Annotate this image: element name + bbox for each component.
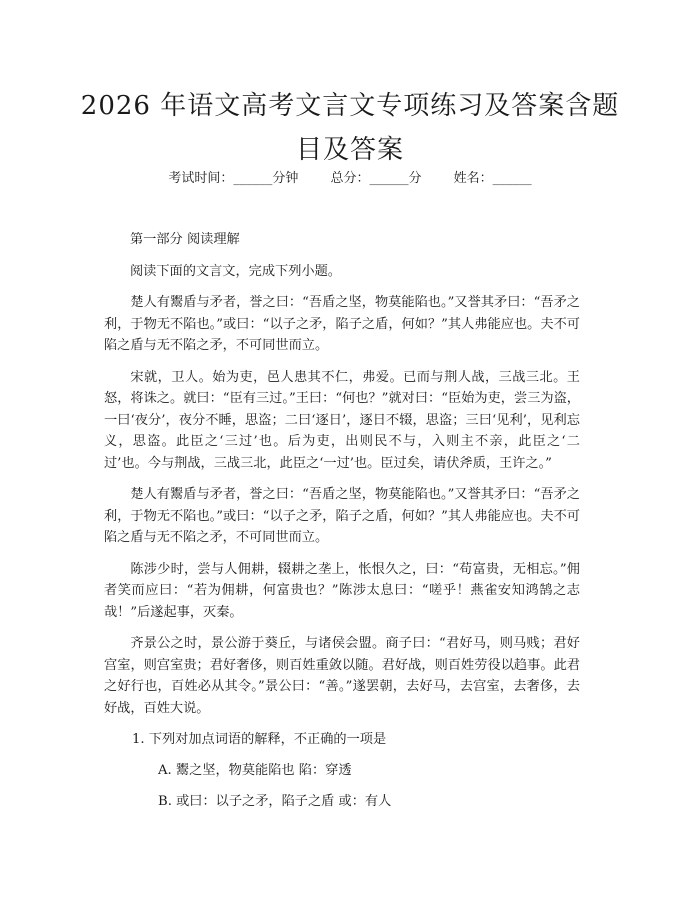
student-name: 姓名：______	[453, 171, 532, 186]
passage-5: 齐景公之时，景公游于葵丘，与诸侯会盟。商子曰：“君好马，则马贱；君好宫室，则宫室贵；君好奢侈，则百姓重敛以随。君好战，则百姓劳役以趋事。此君之好行也，百姓必从其令。”景公曰：“善。”遂罢朝，去好马，去宫室，去奢侈，去好战，百姓大说。	[104, 636, 580, 716]
passage-3: 楚人有鬻盾与矛者，誉之曰：“吾盾之坚，物莫能陷也。”又誉其矛曰：“吾矛之利，于物无不陷也。”或曰：“以子之矛，陷子之盾，何如？”其人弗能应也。夫不可陷之盾与无不陷之矛，不可同世而立。	[104, 487, 580, 545]
passage-2: 宋就，卫人。始为吏，邑人患其不仁，弗爱。已而与荆人战，三战三北。王怒，将诛之。就曰：“臣有三过。”王曰：“何也？”就对曰：“臣始为吏，尝三为盗，一曰‘夜分’，夜分不睡，思盗；二曰‘逐日’，逐日不辍，思盗；三曰‘见利’，见利忘义，思盗。此臣之‘三过’也。后为吏，出则民不与，入则主不亲，此臣之‘二过’也。今与荆战，三战三北，此臣之‘一过’也。臣过矣，请伏斧质，王许之。”	[104, 369, 580, 471]
exam-score: 总分：______分	[330, 171, 422, 186]
section-heading: 第一部分 阅读理解	[130, 232, 240, 247]
question-1: 1. 下列对加点词语的解释，不正确的一项是	[132, 732, 387, 747]
title-line-1: 2026 年语文高考文言文专项练习及答案含题	[80, 91, 620, 121]
option-b: B. 或曰：以子之矛，陷子之盾 或：有人	[158, 794, 392, 809]
title-line-2: 目及答案	[295, 135, 404, 165]
exam-info-line	[0, 170, 700, 188]
document-body	[104, 229, 580, 822]
passage-1: 楚人有鬻盾与矛者，誉之曰：“吾盾之坚，物莫能陷也。”又誉其矛曰：“吾矛之利，于物无不陷也。”或曰：“以子之矛，陷子之盾，何如？”其人弗能应也。夫不可陷之盾与无不陷之矛，不可同世而立。	[104, 295, 580, 353]
exam-time: 考试时间：______分钟	[168, 171, 299, 186]
passage-4: 陈涉少时，尝与人佣耕，辍耕之垄上，怅恨久之，曰：“苟富贵，无相忘。”佣者笑而应曰：“若为佣耕，何富贵也？”陈涉太息曰：“嗟乎！燕雀安知鸿鹄之志哉！”后遂起事，灭秦。	[104, 561, 580, 620]
document-title	[60, 84, 640, 172]
instruction-text: 阅读下面的文言文，完成下列小题。	[130, 263, 341, 279]
option-a: A. 鬻之坚，物莫能陷也 陷：穿透	[158, 763, 352, 778]
